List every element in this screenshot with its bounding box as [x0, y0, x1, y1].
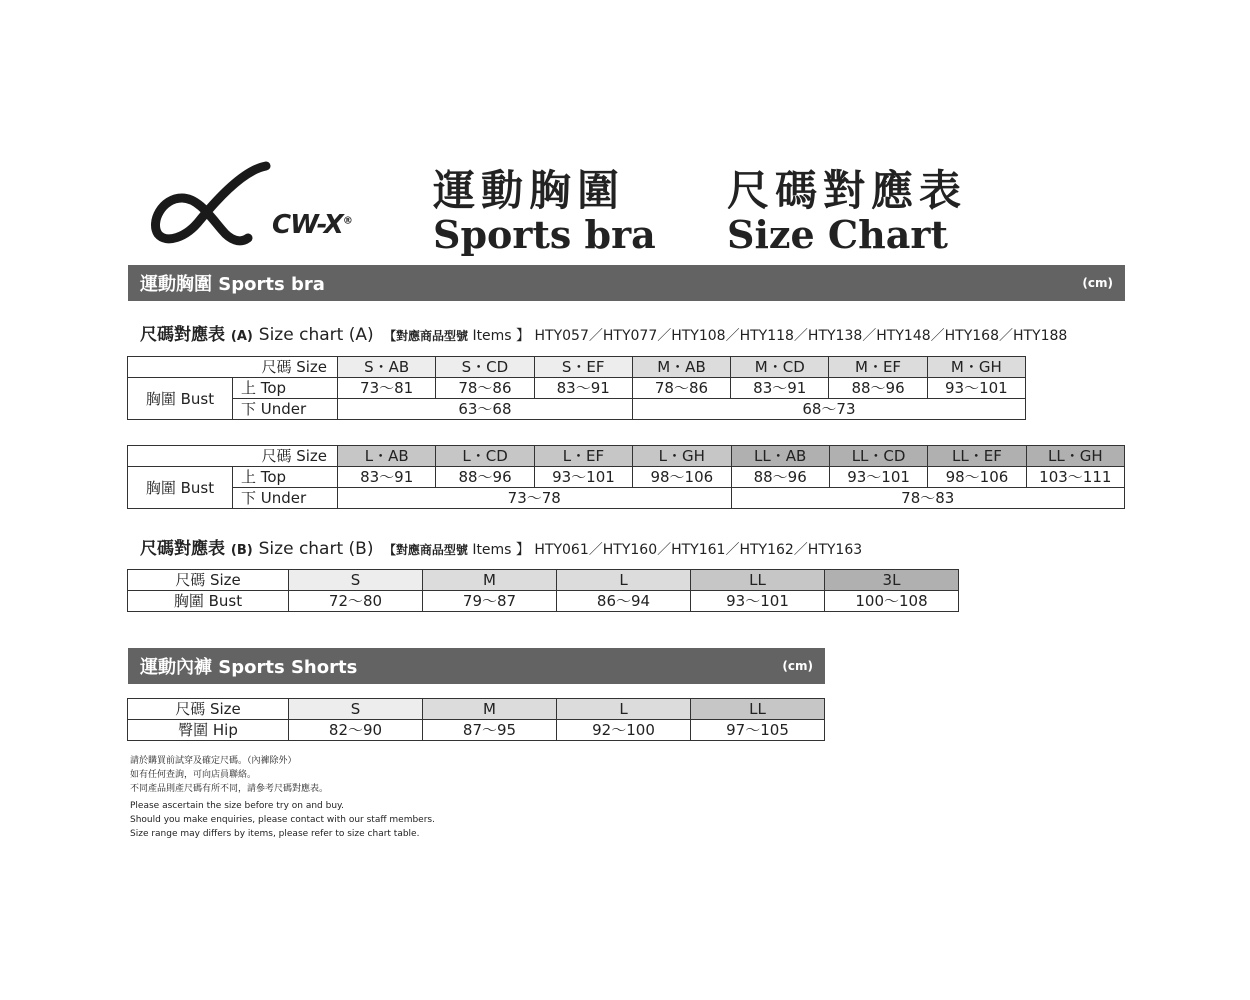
size-cell: M・CD — [731, 357, 829, 378]
note-line: Please ascertain the size before try on and buy. — [130, 801, 344, 811]
table-row — [128, 446, 1125, 467]
size-header: 尺碼 Size — [128, 446, 338, 467]
section-title: 運動胸圍 Sports bra — [140, 274, 325, 295]
top-cell: 98～106 — [633, 467, 731, 488]
size-cell: S・CD — [436, 357, 534, 378]
bust-cell: 72～80 — [289, 591, 423, 612]
bust-header: 胸圍 Bust — [128, 591, 289, 612]
size-cell: S — [289, 570, 423, 591]
table-row — [128, 378, 1026, 399]
top-cell: 103～111 — [1026, 467, 1124, 488]
title-en-size-chart: Size Chart — [727, 212, 948, 257]
size-chart-b-heading: 尺碼對應表 (B) Size chart (B) 【對應商品型號 Items 】 HTY061／HTY160／HTY161／HTY162／HTY163 — [140, 539, 863, 559]
size-cell: M・EF — [829, 357, 927, 378]
top-cell: 93～101 — [534, 467, 632, 488]
size-cell: LL・GH — [1026, 446, 1124, 467]
top-cell: 88～96 — [731, 467, 829, 488]
size-cell: LL・CD — [829, 446, 927, 467]
size-header: 尺碼 Size — [128, 570, 289, 591]
under-cell: 73～78 — [338, 488, 732, 509]
hip-cell: 82～90 — [289, 720, 423, 741]
table-row — [128, 591, 959, 612]
top-cell: 88～96 — [829, 378, 927, 399]
size-cell: S — [289, 699, 423, 720]
size-cell: LL・AB — [731, 446, 829, 467]
sports-shorts-section-bar — [128, 648, 825, 684]
top-cell: 83～91 — [338, 467, 436, 488]
top-cell: 73～81 — [338, 378, 436, 399]
top-cell: 78～86 — [436, 378, 534, 399]
size-header: 尺碼 Size — [128, 357, 338, 378]
note-line: Should you make enquiries, please contact with our staff members. — [130, 815, 435, 825]
notes-en — [130, 799, 435, 841]
size-cell: LL — [691, 699, 825, 720]
size-cell: L・AB — [338, 446, 436, 467]
bust-cell: 93～101 — [691, 591, 825, 612]
size-cell: S・EF — [534, 357, 632, 378]
under-cell: 63～68 — [338, 399, 633, 420]
size-cell: LL — [691, 570, 825, 591]
top-cell: 83～91 — [534, 378, 632, 399]
size-cell: L・CD — [436, 446, 534, 467]
top-label: 上 Top — [233, 378, 338, 399]
table-row — [128, 399, 1026, 420]
hip-cell: 87～95 — [423, 720, 557, 741]
size-cell: S・AB — [338, 357, 436, 378]
size-cell: M・GH — [927, 357, 1025, 378]
sports-bra-section-bar — [128, 265, 1125, 301]
top-cell: 98～106 — [928, 467, 1026, 488]
table-row — [128, 357, 1026, 378]
under-label: 下 Under — [233, 488, 338, 509]
size-cell: L — [557, 699, 691, 720]
size-table-a2 — [127, 445, 1125, 509]
title-en-sports-bra: Sports bra — [433, 212, 656, 257]
table-row — [128, 570, 959, 591]
under-label: 下 Under — [233, 399, 338, 420]
title-zh-size-chart: 尺碼對應表 — [727, 166, 968, 215]
note-line: 請於購買前試穿及確定尺碼。（內褲除外） — [130, 756, 297, 766]
size-chart-a-heading: 尺碼對應表 (A) Size chart (A) 【對應商品型號 Items 】 HTY057／HTY077／HTY108／HTY118／HTY138／HTY148／HTY168／HTY188 — [140, 325, 1068, 345]
unit-label: (cm) — [782, 659, 813, 673]
size-cell: M — [423, 570, 557, 591]
hip-cell: 97～105 — [691, 720, 825, 741]
top-cell: 78～86 — [632, 378, 730, 399]
top-cell: 83～91 — [731, 378, 829, 399]
size-cell: L — [557, 570, 691, 591]
table-row — [128, 720, 825, 741]
title-zh-sports-bra: 運動胸圍 — [433, 166, 626, 215]
under-cell: 68～73 — [632, 399, 1025, 420]
section-title: 運動內褲 Sports Shorts — [140, 657, 358, 678]
size-header: 尺碼 Size — [128, 699, 289, 720]
size-cell: M・AB — [632, 357, 730, 378]
table-row — [128, 699, 825, 720]
note-line: Size range may differs by items, please refer to size chart table. — [130, 829, 420, 839]
size-cell: M — [423, 699, 557, 720]
top-cell: 88～96 — [436, 467, 534, 488]
bust-cell: 100～108 — [825, 591, 959, 612]
note-line: 如有任何查詢，可向店員聯絡。 — [130, 770, 257, 780]
top-label: 上 Top — [233, 467, 338, 488]
size-cell: L・EF — [534, 446, 632, 467]
hip-cell: 92～100 — [557, 720, 691, 741]
bust-cell: 86～94 — [557, 591, 691, 612]
table-row — [128, 467, 1125, 488]
size-table-shorts — [127, 698, 825, 741]
table-row — [128, 488, 1125, 509]
bust-header: 胸圍 Bust — [128, 467, 233, 509]
size-cell: 3L — [825, 570, 959, 591]
hip-header: 臀圍 Hip — [128, 720, 289, 741]
unit-label: (cm) — [1082, 276, 1113, 290]
logo-text: CW-X® — [272, 210, 352, 240]
bust-cell: 79～87 — [423, 591, 557, 612]
bust-header: 胸圍 Bust — [128, 378, 233, 420]
size-cell: LL・EF — [928, 446, 1026, 467]
notes-zh — [130, 754, 328, 796]
top-cell: 93～101 — [829, 467, 927, 488]
size-table-a1 — [127, 356, 1026, 420]
top-cell: 93～101 — [927, 378, 1025, 399]
size-table-b — [127, 569, 959, 612]
size-cell: L・GH — [633, 446, 731, 467]
note-line: 不同產品則產尺碼有所不同，請參考尺碼對應表。 — [130, 784, 329, 794]
under-cell: 78～83 — [731, 488, 1125, 509]
